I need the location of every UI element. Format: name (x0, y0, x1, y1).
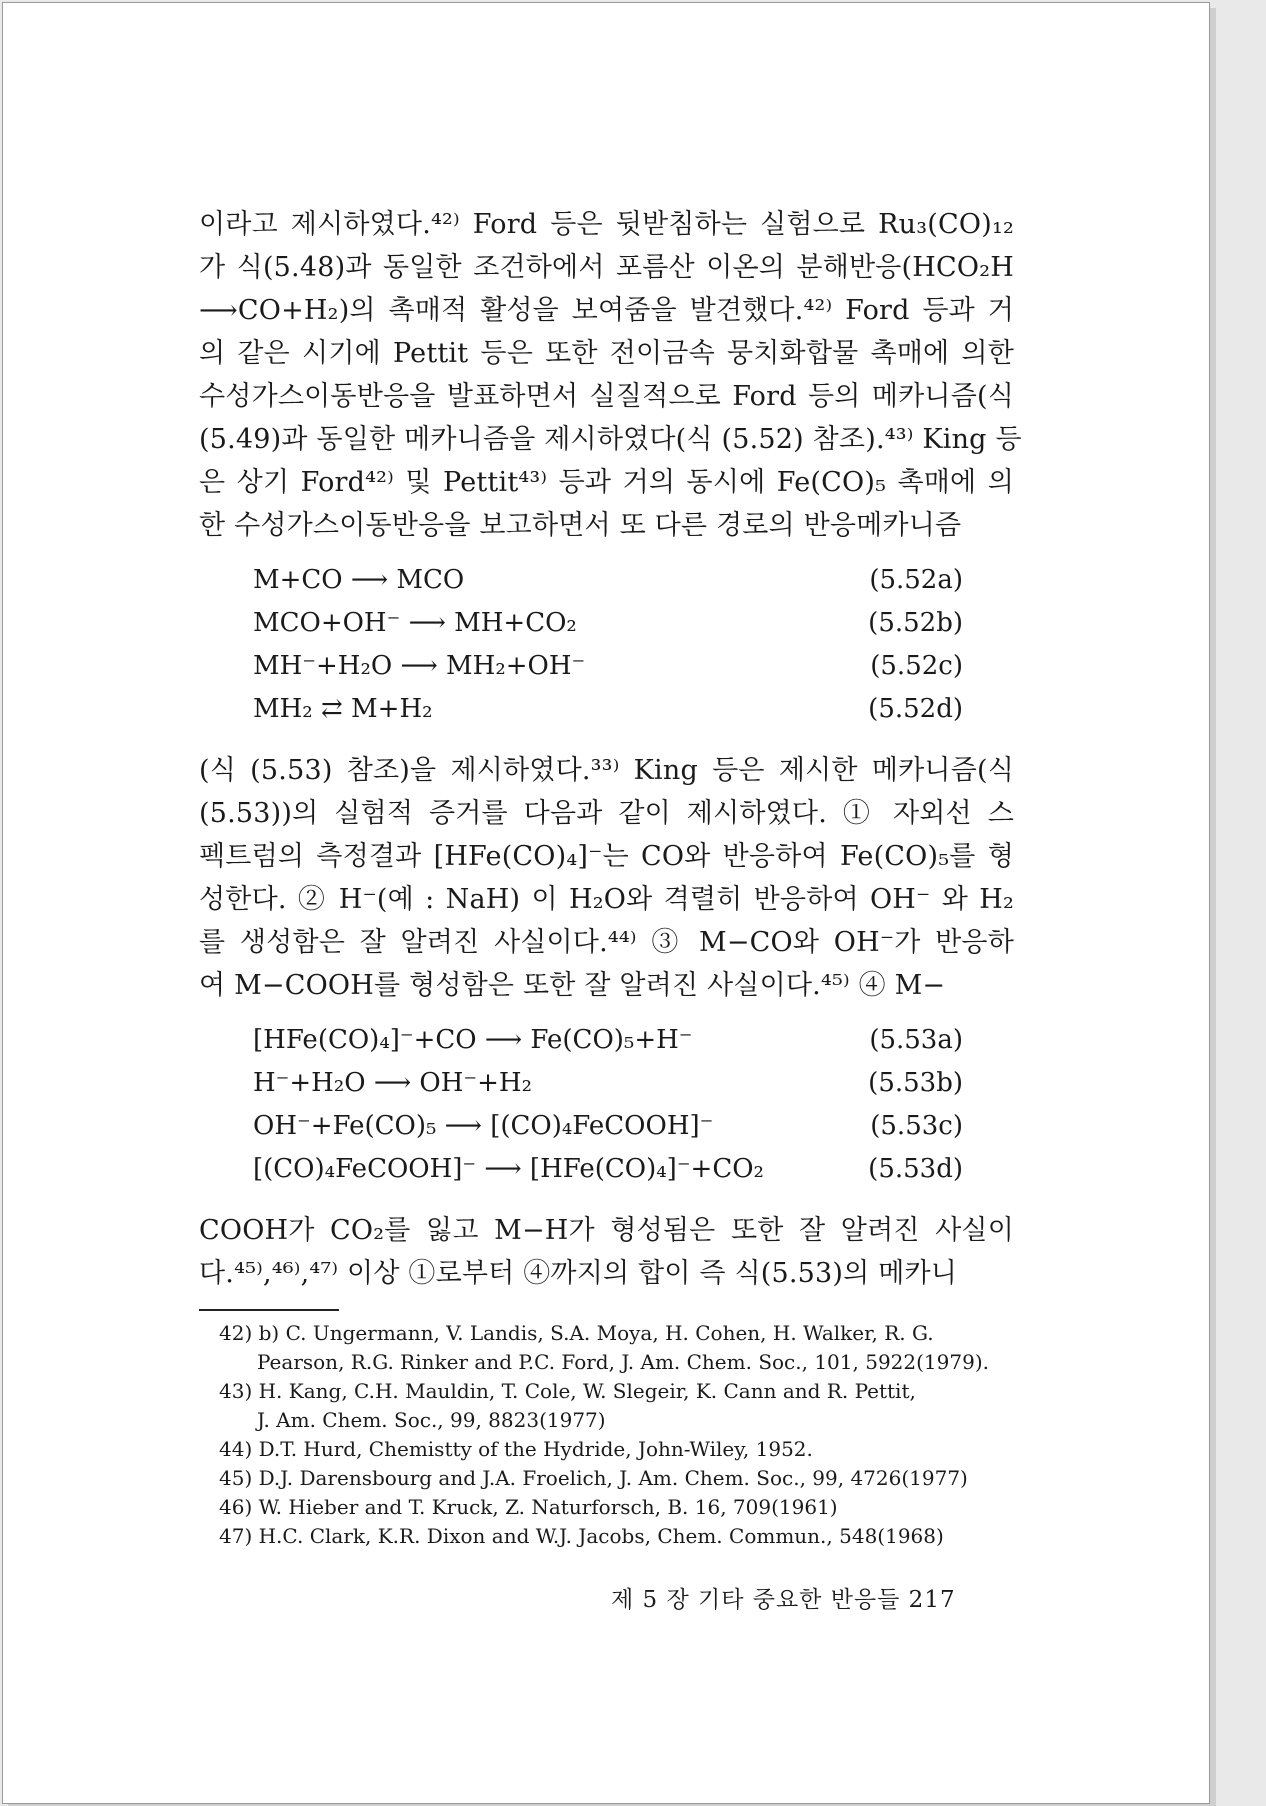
equation (253, 1148, 963, 1191)
footnote-45 (199, 1464, 1014, 1493)
page-content (199, 203, 1022, 1551)
footnote-line: 46) W. Hieber and T. Kruck, Z. Naturforsch, B. 16, 709(1961) (219, 1495, 838, 1519)
paragraph-3 (199, 1209, 1014, 1295)
equation (253, 602, 963, 645)
equation-expression: MCO+OH⁻ ⟶ MH+CO₂ (253, 608, 577, 638)
text-line: (5.49)과 동일한 메카니즘을 제시하였다(식 (5.52) 참조).⁴³⁾ King 등 (199, 424, 1022, 455)
footnote-line: 44) D.T. Hurd, Chemistty of the Hydride, John-Wiley, 1952. (219, 1437, 813, 1461)
document-page (2, 2, 1210, 1804)
paragraph-1 (199, 203, 1022, 547)
equation-expression: M+CO ⟶ MCO (253, 565, 465, 595)
footnote-line: 47) H.C. Clark, K.R. Dixon and W.J. Jacobs, Chem. Commun., 548(1968) (219, 1524, 944, 1548)
text-line: 가 식(5.48)과 동일한 조건하에서 포름산 이온의 분해반응(HCO₂H (199, 252, 1014, 283)
paragraph-2 (199, 749, 1014, 1007)
text-line: (식 (5.53) 참조)을 제시하였다.³³⁾ King 등은 제시한 메카니즘(식 (199, 755, 1014, 786)
footnote-line: 42) b) C. Ungermann, V. Landis, S.A. Moya, H. Cohen, H. Walker, R. G. (219, 1321, 934, 1345)
equation-expression: [(CO)₄FeCOOH]⁻ ⟶ [HFe(CO)₄]⁻+CO₂ (253, 1154, 764, 1184)
equation-number: (5.52d) (868, 694, 963, 724)
text-line: 다.⁴⁵⁾,⁴⁶⁾,⁴⁷⁾ 이상 ①로부터 ④까지의 합이 즉 식(5.53)의 메카니 (199, 1258, 958, 1289)
text-line: 수성가스이동반응을 발표하면서 실질적으로 Ford 등의 메카니즘(식 (199, 381, 1014, 412)
text-line: ⟶CO+H₂)의 촉매적 활성을 보여줌을 발견했다.⁴²⁾ Ford 등과 거 (199, 295, 1014, 326)
text-line: COOH가 CO₂를 잃고 M−H가 형성됨은 또한 잘 알려진 사실이 (199, 1215, 1014, 1246)
equation-number: (5.53d) (868, 1154, 963, 1184)
footnotes (199, 1309, 1014, 1551)
equation (253, 688, 963, 731)
text-line: 은 상기 Ford⁴²⁾ 및 Pettit⁴³⁾ 등과 거의 동시에 Fe(CO)₅ 촉매에 의 (199, 467, 1014, 498)
equation-number: (5.52a) (869, 565, 963, 595)
text-line: (5.53))의 실험적 증거를 다음과 같이 제시하였다. ① 자외선 스 (199, 798, 1014, 829)
footnote-43 (199, 1377, 1014, 1435)
equation-expression: OH⁻+Fe(CO)₅ ⟶ [(CO)₄FeCOOH]⁻ (253, 1111, 714, 1141)
equation-expression: H⁻+H₂O ⟶ OH⁻+H₂ (253, 1068, 532, 1098)
footnote-divider (199, 1309, 339, 1311)
footnote-42 (199, 1319, 1014, 1377)
equation-expression: [HFe(CO)₄]⁻+CO ⟶ Fe(CO)₅+H⁻ (253, 1025, 693, 1055)
footnote-44 (199, 1435, 1014, 1464)
footnote-line: J. Am. Chem. Soc., 99, 8823(1977) (257, 1408, 606, 1432)
equation-number: (5.52c) (870, 651, 963, 681)
text-line: 펙트럼의 측정결과 [HFe(CO)₄]⁻는 CO와 반응하여 Fe(CO)₅를 형 (199, 841, 1014, 872)
text-line: 이라고 제시하였다.⁴²⁾ Ford 등은 뒷받침하는 실험으로 Ru₃(CO)₁₂ (199, 209, 1014, 240)
footnote-line: 43) H. Kang, C.H. Mauldin, T. Cole, W. Slegeir, K. Cann and R. Pettit, (219, 1379, 916, 1403)
equation-block-5-53 (253, 1019, 963, 1191)
equation (253, 559, 963, 602)
equation (253, 645, 963, 688)
equation (253, 1062, 963, 1105)
text-line: 여 M−COOH를 형성함은 또한 잘 알려진 사실이다.⁴⁵⁾ ④ M− (199, 970, 946, 1001)
equation (253, 1105, 963, 1148)
text-line: 성한다. ② H⁻(예 : NaH) 이 H₂O와 격렬히 반응하여 OH⁻ 와 H₂ (199, 884, 1014, 915)
equation-number: (5.53c) (870, 1111, 963, 1141)
equation-number: (5.53a) (869, 1025, 963, 1055)
equation-expression: MH₂ ⇄ M+H₂ (253, 694, 433, 724)
text-line: 를 생성함은 잘 알려진 사실이다.⁴⁴⁾ ③ M−CO와 OH⁻가 반응하 (199, 927, 1014, 958)
text-line: 한 수성가스이동반응을 보고하면서 또 다른 경로의 반응메카니즘 (199, 510, 962, 541)
equation-number: (5.52b) (868, 608, 963, 638)
page-footer: 제 5 장 기타 중요한 반응들 217 (611, 1587, 956, 1613)
text-line: 의 같은 시기에 Pettit 등은 또한 전이금속 뭉치화합물 촉매에 의한 (199, 338, 1014, 369)
footnote-line: Pearson, R.G. Rinker and P.C. Ford, J. Am. Chem. Soc., 101, 5922(1979). (257, 1350, 989, 1374)
equation-block-5-52 (253, 559, 963, 731)
footnote-47 (199, 1522, 1014, 1551)
equation-expression: MH⁻+H₂O ⟶ MH₂+OH⁻ (253, 651, 586, 681)
equation-number: (5.53b) (868, 1068, 963, 1098)
footnote-46 (199, 1493, 1014, 1522)
footnote-line: 45) D.J. Darensbourg and J.A. Froelich, J. Am. Chem. Soc., 99, 4726(1977) (219, 1466, 968, 1490)
equation (253, 1019, 963, 1062)
